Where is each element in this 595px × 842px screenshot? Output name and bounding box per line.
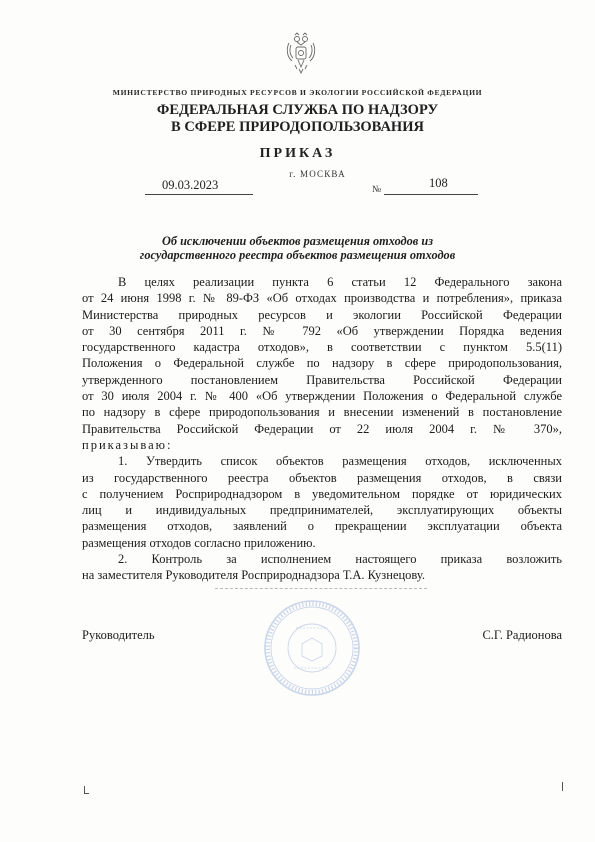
ministry-name: МИНИСТЕРСТВО ПРИРОДНЫХ РЕСУРСОВ И ЭКОЛОГИИ РОССИЙСКОЙ ФЕДЕРАЦИИ [112,88,483,97]
body-line: размещения отходов согласно приложению. [82,535,316,550]
date-underline [145,194,253,195]
corner-mark-left [84,786,89,794]
body-line-item-2: 2. Контроль за исполнением настоящего приказа возложить [118,552,562,567]
subject-line2: государственного реестра объектов размещения отходов [139,248,456,262]
body-line-item-1: 1. Утвердить список объектов размещения отходов, исключенных [118,454,562,469]
order-date: 09.03.2023 [162,178,219,192]
body-line: государственного кадастра отходов», в соответствии с пунктом 5.5(11) [82,340,562,355]
body-line: из государственного реестра объектов размещения отходов, в связи [82,470,562,485]
order-number: 108 [429,176,448,190]
number-underline [384,194,478,195]
signatory-title: Руководитель [82,628,155,642]
city: г. МОСКВА [289,169,346,179]
subject-line1: Об исключении объектов размещения отходов из [161,234,434,248]
corner-mark-right [562,782,563,791]
separator-line [215,588,427,589]
body-line: Положения о Федеральной службе по надзору в сфере природопользования, [82,356,562,371]
body-line: от 24 июня 1998 г. № 89-ФЗ «Об отходах производства и потребления», приказа [82,291,562,306]
body-line-order-word: приказываю: [82,437,173,452]
body-line: от 30 сентября 2011 г. № 792 «Об утверждении Порядка ведения [82,323,562,338]
body-line: размещения отходов, заявлений о прекращении эксплуатации объекта [82,519,562,534]
body-line: лиц и индивидуальных предпринимателей, эксплуатирующих объекты [82,503,562,518]
body-line: на заместителя Руководителя Росприроднадзора Т.А. Кузнецову. [82,568,426,583]
coat-of-arms-icon [284,31,318,75]
body-line: с получением Росприроднадзором в уведомительном порядке от юридических [82,486,562,501]
body-line: утвержденного постановлением Правительства Российской Федерации [82,372,562,387]
order-subject [0,234,595,262]
number-sign: № [372,185,382,195]
body-line: Правительства Российской Федерации от 22 июля 2004 г. № 370», [82,421,562,436]
service-name-line1: ФЕДЕРАЛЬНАЯ СЛУЖБА ПО НАДЗОРУ [156,102,439,118]
document-type: ПРИКАЗ [259,146,336,161]
body-line: В целях реализации пункта 6 статьи 12 Федерального закона [118,275,562,289]
signatory-name: С.Г. Радионова [482,628,562,642]
body-line: Министерства природных ресурсов и экологии Российской Федерации [82,307,562,322]
service-name-line2: В СФЕРЕ ПРИРОДОПОЛЬЗОВАНИЯ [171,119,424,135]
order-body [82,274,562,584]
body-line: по надзору в сфере природопользования и внесении изменений в постановление [82,405,562,420]
body-line: от 30 июля 2004 г. № 400 «Об утверждении Положения о Федеральной службе [82,389,562,404]
official-seal-icon [262,598,362,698]
service-name [0,102,595,136]
